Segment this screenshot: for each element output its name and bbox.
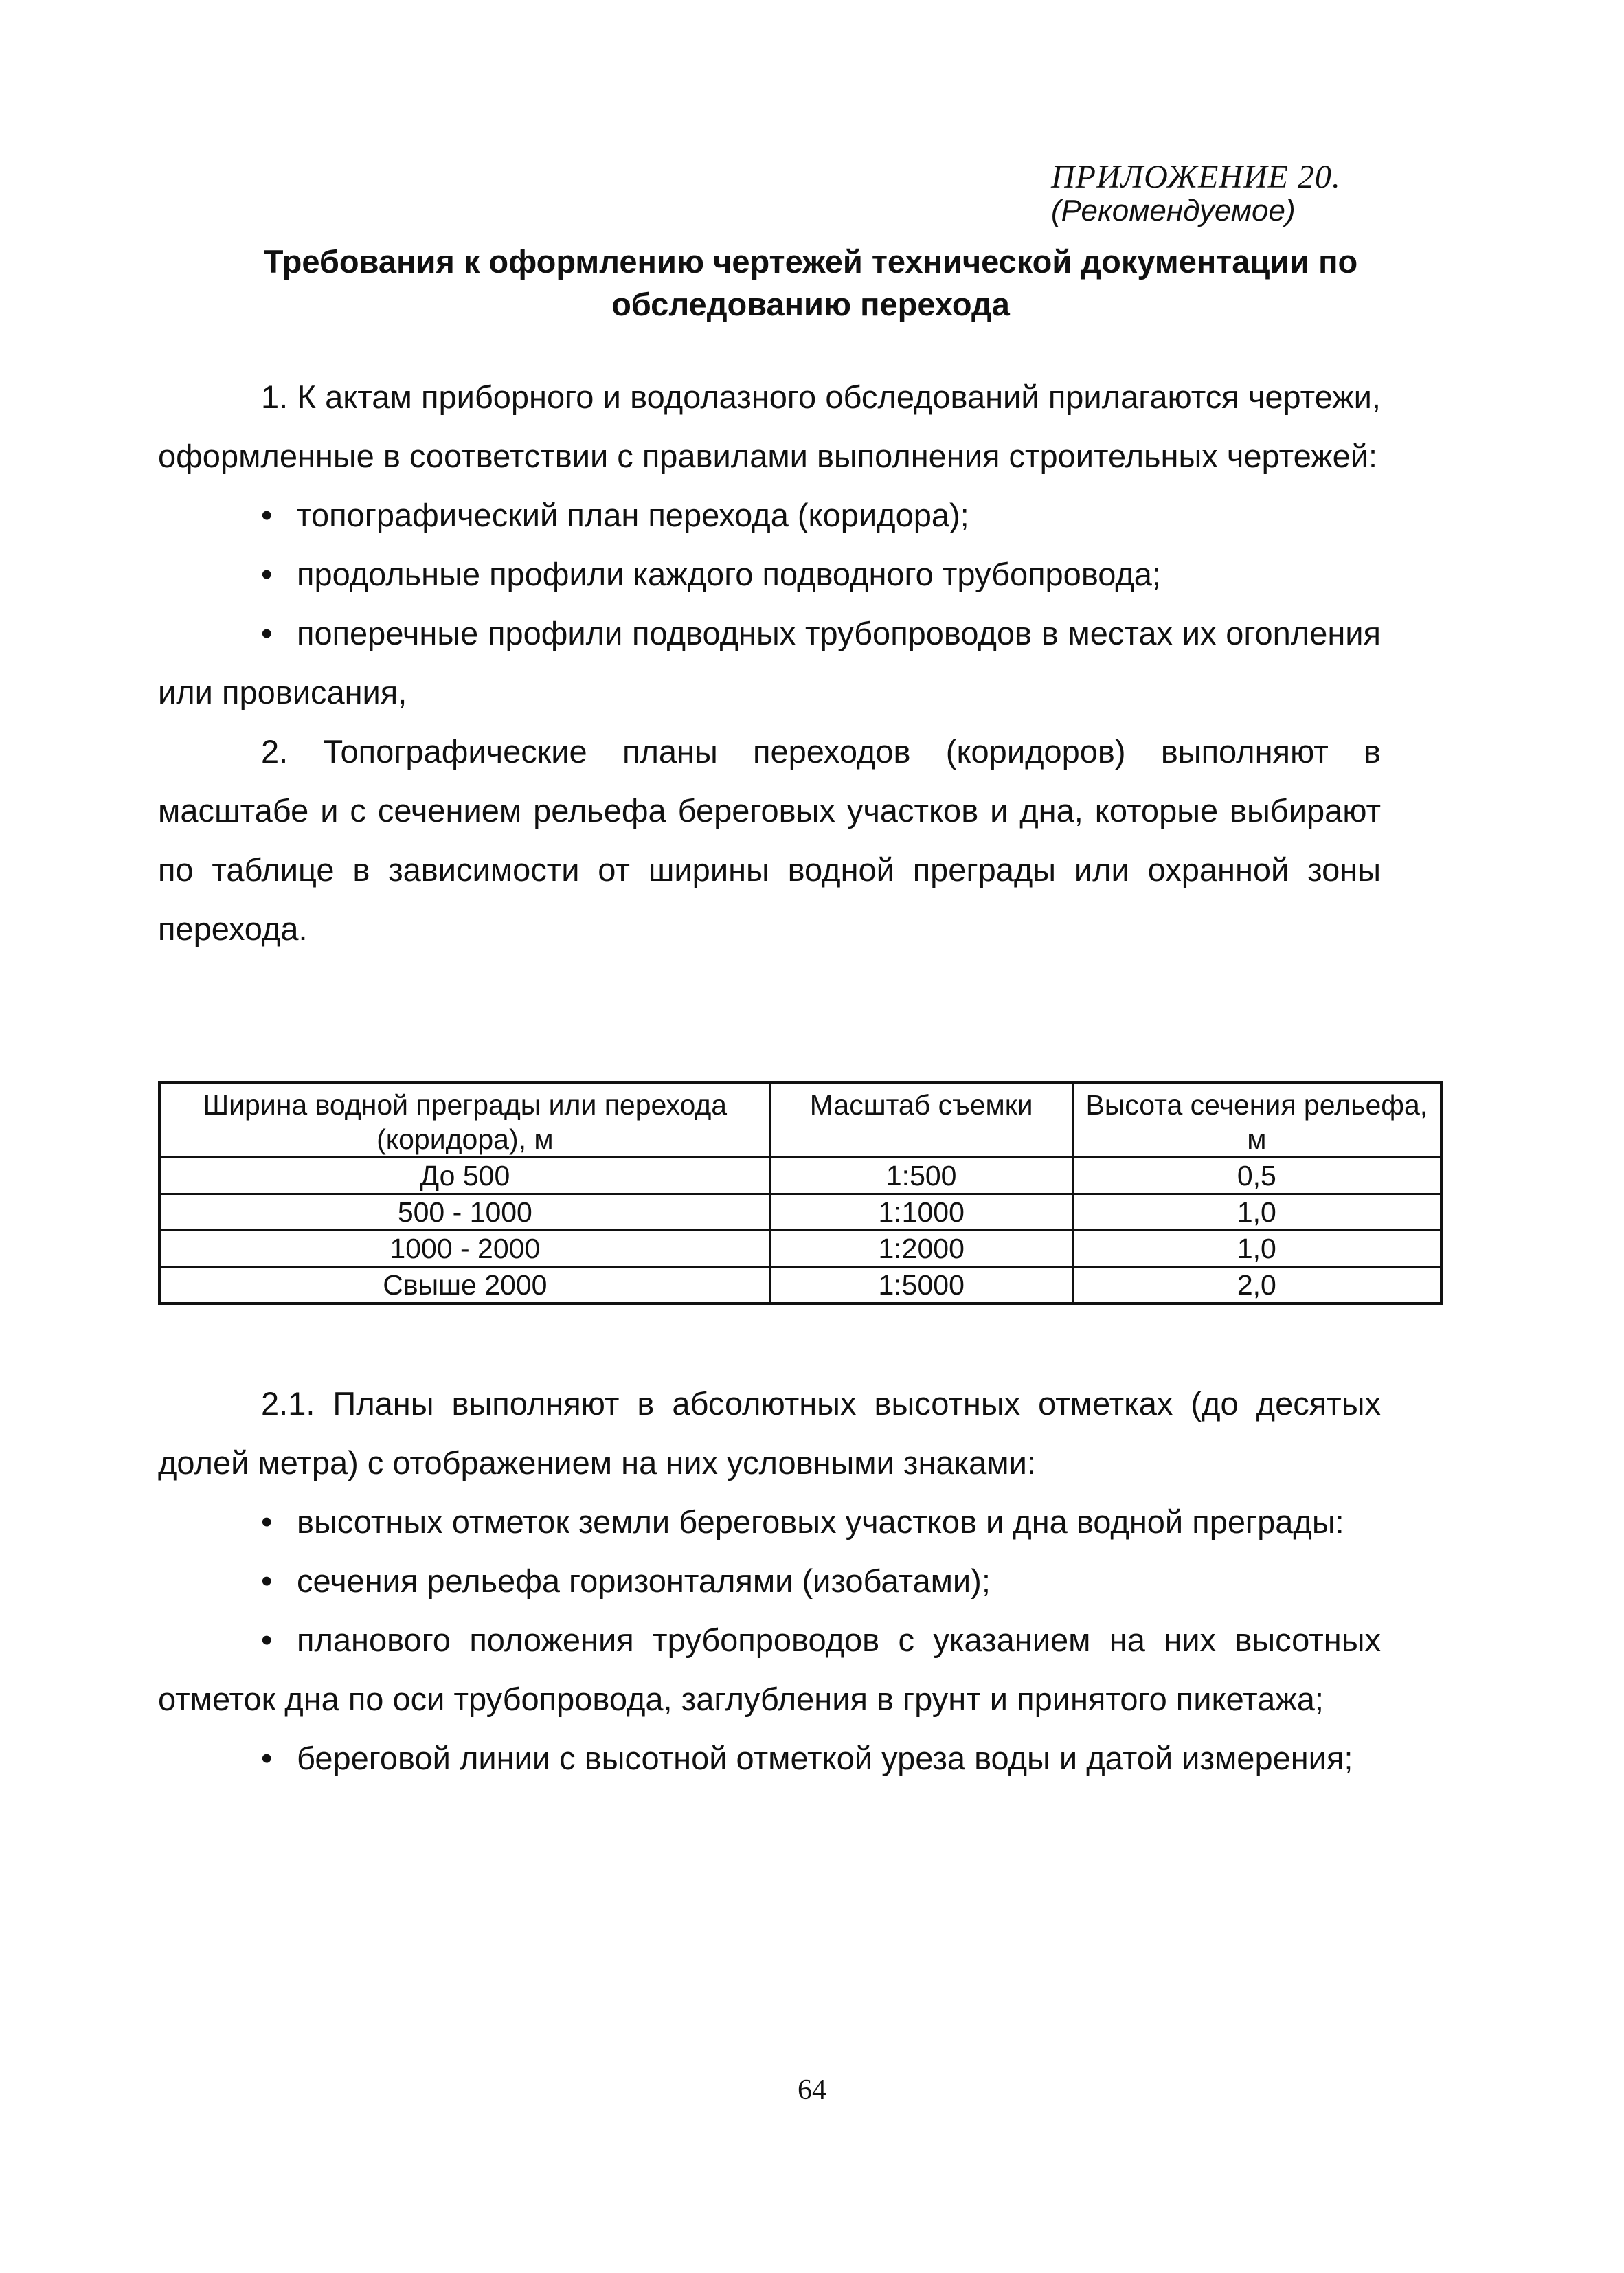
table-row [159,1158,1441,1194]
bullet-item [158,604,1381,722]
bullet-text: продольные профили каждого подводного трубопровода; [297,556,1161,592]
table-cell-scale: 1:1000 [770,1194,1072,1231]
bullet-text: сечения рельефа горизонталями (изобатами); [297,1563,991,1599]
bullet-text: поперечные профили подводных трубопроводов в местах их огоnления или провисания, [158,615,1381,710]
section-2-1 [158,1374,1381,1788]
bullet-item [158,1492,1381,1552]
survey-scale-table [158,1081,1443,1305]
document-title: Требования к оформлению чертежей технической документации по обследованию перехода [263,243,1358,322]
bullet-icon: • [261,1503,273,1540]
column-header-relief: Высота сечения рельефа, м [1072,1082,1441,1158]
bullet-item [158,1611,1381,1729]
bullet-icon: • [261,556,273,592]
appendix-status: (Рекомендуемое) [1051,194,1296,227]
bullet-item [158,1729,1381,1788]
bullet-text: высотных отметок земли береговых участков и дна водной преграды: [297,1503,1344,1540]
paragraph-2-1: 2.1. Планы выполняют в абсолютных высотных отметках (до десятых долей метра) с отображением на них условными знаками: [158,1385,1381,1481]
column-header-width: Ширина водной преграды или перехода (коридора), м [159,1082,770,1158]
table-row [159,1267,1441,1304]
table-cell-relief: 1,0 [1072,1194,1441,1231]
appendix-number: ПРИЛОЖЕНИЕ 20. [1051,159,1341,195]
table-cell-relief: 2,0 [1072,1267,1441,1304]
bullet-item [158,486,1381,545]
table-cell-relief: 1,0 [1072,1231,1441,1267]
table-row [159,1231,1441,1267]
table-cell-width: Свыше 2000 [159,1267,770,1304]
bullet-text: береговой линии с высотной отметкой уреза воды и датой измерения; [297,1740,1353,1776]
bullet-icon: • [261,615,273,651]
bullet-icon: • [261,1740,273,1776]
table-row [159,1194,1441,1231]
table-cell-relief: 0,5 [1072,1158,1441,1194]
table-cell-width: 500 - 1000 [159,1194,770,1231]
paragraph-1: 1. К актам приборного и водолазного обследований прилагаются чертежи, оформленные в соответствии с правилами выполнения строительных чертежей: [158,379,1381,474]
table-cell-scale: 1:2000 [770,1231,1072,1267]
table-cell-scale: 1:5000 [770,1267,1072,1304]
bullet-item [158,545,1381,604]
bullet-text: топографический план перехода (коридора); [297,497,969,533]
table-cell-width: До 500 [159,1158,770,1194]
bullet-text: планового положения трубопроводов с указанием на них высотных отметок дна по оси трубопровода, заглубления в грунт и принятого пикетажа; [158,1622,1381,1717]
bullet-icon: • [261,497,273,533]
bullet-item [158,1552,1381,1611]
column-header-scale: Масштаб съемки [770,1082,1072,1158]
bullet-icon: • [261,1622,273,1658]
paragraph-2: 2. Топографические планы переходов (коридоров) выполняют в масштабе и с сечением рельефа береговых участков и дна, которые выбирают по таблице в зависимости от ширины водной преграды или охранной зоны перехода. [158,733,1381,947]
table-cell-width: 1000 - 2000 [159,1231,770,1267]
table-cell-scale: 1:500 [770,1158,1072,1194]
section-1 [158,368,1381,959]
page-number: 64 [798,2074,826,2106]
table-header-row [159,1082,1441,1158]
bullet-icon: • [261,1563,273,1599]
